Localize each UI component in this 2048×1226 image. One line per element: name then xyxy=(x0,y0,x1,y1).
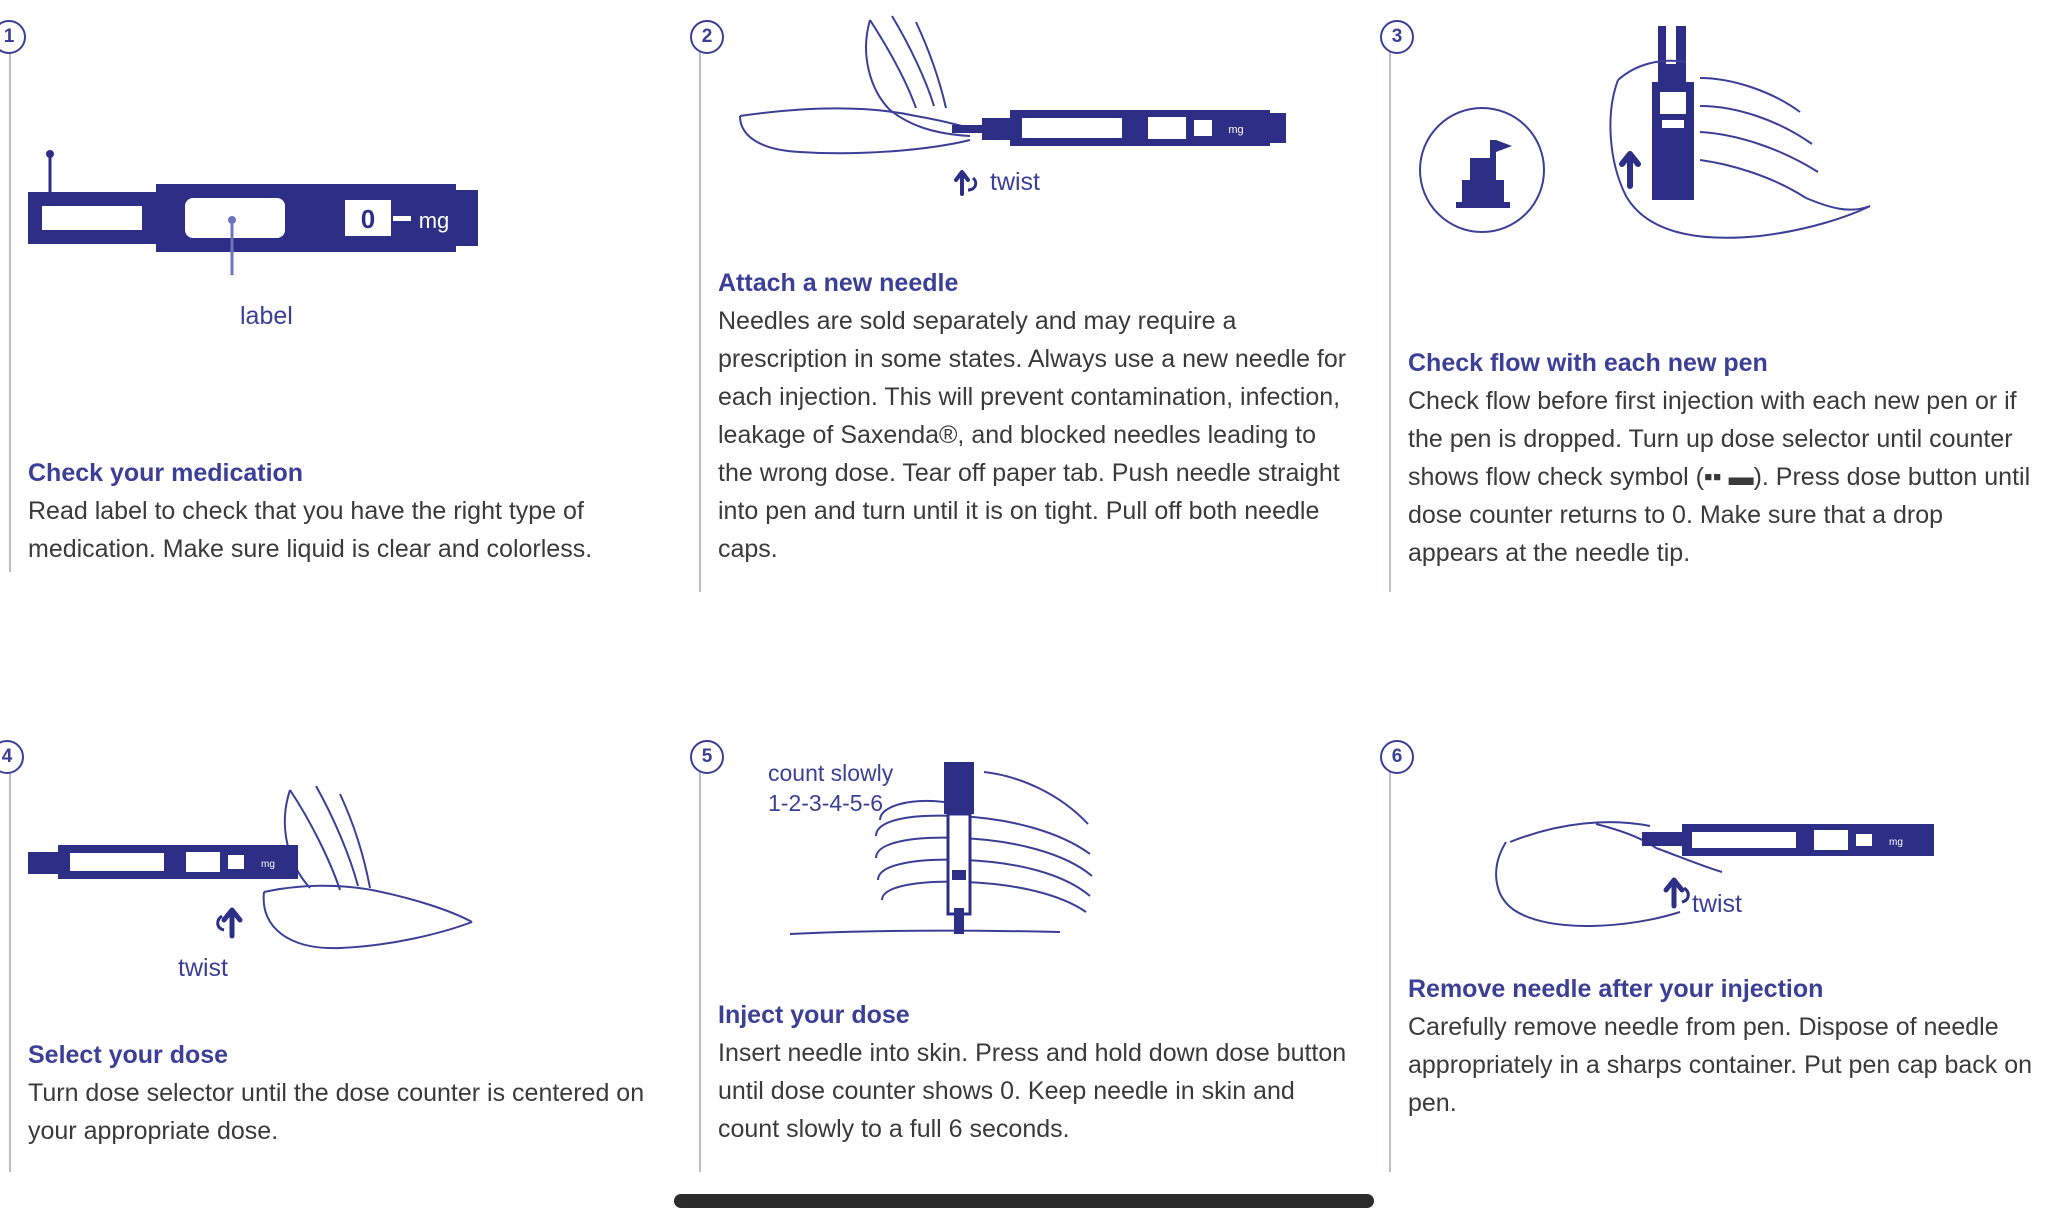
step-2-body: Needles are sold separately and may require a prescription in some states. Always use a new needle for each injection. This will prevent contamination, infection, leakage of Saxenda®, and blocked needles leading to the wrong dose. Tear off paper tab. Push needle straight into pen and turn until it is on tight. Pull off both needle caps. xyxy=(718,307,1347,563)
svg-text:mg: mg xyxy=(1228,124,1244,136)
step-1-heading: Check your medication xyxy=(28,459,304,487)
step-4-art-label xyxy=(178,954,228,983)
step-number-6: 6 xyxy=(1380,740,1414,774)
step-rule xyxy=(1389,772,1391,1172)
step-2 xyxy=(690,20,1370,600)
step-4-heading: Select your dose xyxy=(28,1041,229,1069)
svg-text:0: 0 xyxy=(360,204,376,234)
count-slowly-caption: count slowly xyxy=(768,760,894,786)
step-1-body: Read label to check that you have the right type of medication. Make sure liquid is clear and colorless. xyxy=(28,497,593,563)
step-5-body: Insert needle into skin. Press and hold down dose button until dose counter shows 0. Keep needle in skin and count slowly to a full 6 seconds. xyxy=(718,1039,1347,1143)
step-1-art-label xyxy=(240,302,293,331)
step-rule xyxy=(1389,52,1391,592)
step-5 xyxy=(690,740,1370,1180)
step-5-heading: Inject your dose xyxy=(718,1001,910,1029)
step-5-text xyxy=(718,998,1348,1148)
step-6-text xyxy=(1408,972,2038,1122)
step-2-heading: Attach a new needle xyxy=(718,269,959,297)
step-6-art-label xyxy=(1692,890,1742,919)
step-number-3: 3 xyxy=(1380,20,1414,54)
step-4-illustration xyxy=(20,760,540,970)
step-rule xyxy=(699,772,701,1172)
svg-text:mg: mg xyxy=(1889,837,1903,848)
twist-caption: twist xyxy=(178,954,228,982)
step-3-illustration xyxy=(1400,20,2020,270)
step-2-text xyxy=(718,266,1348,568)
step-6 xyxy=(1380,740,2048,1180)
step-4 xyxy=(0,740,680,1180)
twist-caption: twist xyxy=(990,168,1040,196)
step-number-4: 4 xyxy=(0,740,24,774)
step-2-art-label xyxy=(990,168,1040,197)
step-6-body: Carefully remove needle from pen. Dispose of needle appropriately in a sharps container. Put pen cap back on pen. xyxy=(1408,1013,2033,1117)
step-3-text xyxy=(1408,346,2038,572)
step-rule xyxy=(9,52,11,572)
step-number-5: 5 xyxy=(690,740,724,774)
step-6-heading: Remove needle after your injection xyxy=(1408,975,1824,1003)
step-1 xyxy=(0,20,680,580)
step-3 xyxy=(1380,20,2048,600)
step-6-illustration xyxy=(1410,776,2030,966)
svg-text:mg: mg xyxy=(418,208,450,233)
step-rule xyxy=(699,52,701,592)
svg-text:mg: mg xyxy=(261,859,275,870)
step-4-body: Turn dose selector until the dose counter is centered on your appropriate dose. xyxy=(28,1079,645,1145)
label-caption: label xyxy=(240,302,293,330)
count-sequence-caption: 1-2-3-4-5-6 xyxy=(768,790,884,816)
step-3-heading: Check flow with each new pen xyxy=(1408,349,1768,377)
step-1-text xyxy=(28,456,668,568)
home-indicator[interactable] xyxy=(674,1194,1374,1208)
step-4-text xyxy=(28,1038,668,1150)
step-5-art-label xyxy=(768,758,998,818)
step-number-1: 1 xyxy=(0,20,26,54)
step-number-2: 2 xyxy=(690,20,724,54)
step-rule xyxy=(9,772,11,1172)
step-3-body: Check flow before first injection with each new pen or if the pen is dropped. Turn up dose selector until counter shows flow check symbol (▪▪ ▬). Press dose button until dose counter returns to 0. Make sure that a drop appears at the needle tip. xyxy=(1408,387,2031,567)
twist-caption: twist xyxy=(1692,890,1742,918)
step-1-illustration xyxy=(20,150,490,310)
